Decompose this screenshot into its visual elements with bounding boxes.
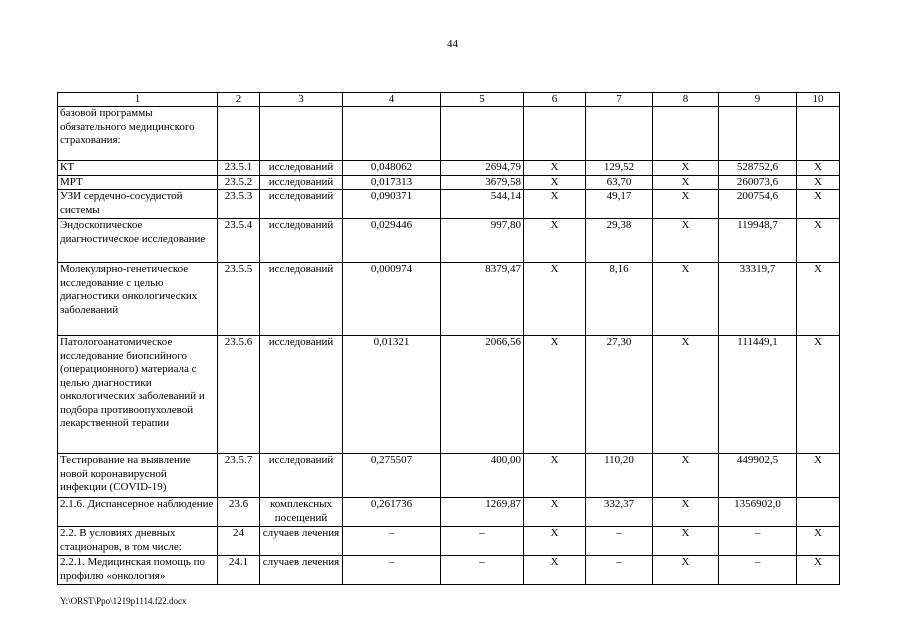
header-cell: 8	[653, 93, 719, 107]
header-cell: 1	[58, 93, 218, 107]
table-cell	[260, 107, 343, 161]
table-cell: исследований	[260, 190, 343, 219]
table-cell: –	[586, 527, 653, 556]
table-cell: 63,70	[586, 175, 653, 190]
header-cell: 3	[260, 93, 343, 107]
table-cell: 200754,6	[719, 190, 797, 219]
table-cell: 0,029446	[343, 219, 441, 263]
table-cell: Х	[653, 454, 719, 498]
table-cell: Х	[653, 498, 719, 527]
table-cell: случаев лечения	[260, 556, 343, 585]
table-row	[58, 527, 840, 556]
table-cell: 0,000974	[343, 263, 441, 336]
table-cell: исследований	[260, 175, 343, 190]
table-cell: Х	[797, 175, 840, 190]
table-cell: 119948,7	[719, 219, 797, 263]
table-cell: 3679,58	[441, 175, 524, 190]
table-cell: Х	[653, 336, 719, 454]
table-row	[58, 336, 840, 454]
table-cell	[441, 107, 524, 161]
table-cell: 0,017313	[343, 175, 441, 190]
table-cell	[797, 498, 840, 527]
table-cell	[586, 107, 653, 161]
table-cell: Х	[653, 190, 719, 219]
table-cell: –	[441, 556, 524, 585]
table-row	[58, 107, 840, 161]
table-cell: 23.5.2	[218, 175, 260, 190]
table-row	[58, 175, 840, 190]
table-cell: 27,30	[586, 336, 653, 454]
table-cell	[218, 107, 260, 161]
table-cell: 23.6	[218, 498, 260, 527]
table-cell: Х	[524, 161, 586, 176]
row-label-cell: 2.2.1. Медицинская помощь по профилю «онкология»	[58, 556, 218, 585]
table-cell: 24.1	[218, 556, 260, 585]
table-cell: Х	[524, 454, 586, 498]
row-label-cell: 2.2. В условиях дневных стационаров, в том числе:	[58, 527, 218, 556]
table-cell: 1269,87	[441, 498, 524, 527]
table-row	[58, 454, 840, 498]
table-cell: Х	[653, 263, 719, 336]
header-cell: 9	[719, 93, 797, 107]
row-label-cell: УЗИ сердечно-сосудистой системы	[58, 190, 218, 219]
table-cell: Х	[524, 219, 586, 263]
table-cell: 33319,7	[719, 263, 797, 336]
table-cell: 544,14	[441, 190, 524, 219]
table-cell: случаев лечения	[260, 527, 343, 556]
table-cell: 997,80	[441, 219, 524, 263]
file-path-footer: Y:\ORST\Ppo\1219p1114.f22.docx	[60, 596, 187, 606]
row-label-cell: Эндоскопическое диагностическое исследование	[58, 219, 218, 263]
table-cell: 8,16	[586, 263, 653, 336]
table-cell	[653, 107, 719, 161]
row-label-cell: КТ	[58, 161, 218, 176]
table-cell: 23.5.1	[218, 161, 260, 176]
table-cell: –	[343, 527, 441, 556]
table-cell: исследований	[260, 454, 343, 498]
table-cell: –	[586, 556, 653, 585]
row-label-cell: Тестирование на выявление новой коронавирусной инфекции (COVID-19)	[58, 454, 218, 498]
table-cell: Х	[653, 219, 719, 263]
table-cell: 110,20	[586, 454, 653, 498]
table-cell: 1356902,0	[719, 498, 797, 527]
table-cell: Х	[797, 527, 840, 556]
table-cell: 0,090371	[343, 190, 441, 219]
table-cell: Х	[653, 527, 719, 556]
table-cell	[719, 107, 797, 161]
table-cell: –	[719, 527, 797, 556]
table-cell: –	[441, 527, 524, 556]
table-cell: 260073,6	[719, 175, 797, 190]
table-header-row	[58, 93, 840, 107]
table-cell: Х	[524, 175, 586, 190]
table-row	[58, 161, 840, 176]
table-cell: 23.5.7	[218, 454, 260, 498]
table-cell: 2694,79	[441, 161, 524, 176]
table-cell: Х	[653, 161, 719, 176]
header-cell: 10	[797, 93, 840, 107]
table-row	[58, 498, 840, 527]
table-cell: 400,00	[441, 454, 524, 498]
table-cell: 0,01321	[343, 336, 441, 454]
table-cell: Х	[797, 556, 840, 585]
table-cell: 332,37	[586, 498, 653, 527]
table-cell: 49,17	[586, 190, 653, 219]
table-row	[58, 219, 840, 263]
table-cell: –	[343, 556, 441, 585]
table-cell: 23.5.6	[218, 336, 260, 454]
table-cell: Х	[797, 336, 840, 454]
table-cell: 23.5.4	[218, 219, 260, 263]
table-cell: 111449,1	[719, 336, 797, 454]
table-cell: Х	[524, 336, 586, 454]
header-cell: 4	[343, 93, 441, 107]
table-cell: Х	[524, 527, 586, 556]
table-row	[58, 556, 840, 585]
table-cell: 449902,5	[719, 454, 797, 498]
table-cell: Х	[797, 454, 840, 498]
row-label-cell: МРТ	[58, 175, 218, 190]
header-cell: 5	[441, 93, 524, 107]
table-cell: 2066,56	[441, 336, 524, 454]
table-cell: 0,275507	[343, 454, 441, 498]
row-label-cell: Молекулярно-генетическое исследование с целью диагностики онкологических заболеваний	[58, 263, 218, 336]
table-cell: исследований	[260, 161, 343, 176]
table-cell: Х	[797, 263, 840, 336]
table-cell: Х	[524, 498, 586, 527]
row-label-cell: 2.1.6. Диспансерное наблюдение	[58, 498, 218, 527]
table-cell: Х	[797, 190, 840, 219]
page-number: 44	[447, 38, 458, 50]
table-cell: 0,261736	[343, 498, 441, 527]
table-cell	[524, 107, 586, 161]
table-cell: Х	[797, 219, 840, 263]
row-label-cell: Патологоанатомическое исследование биопсийного (операционного) материала с целью диагностики онкологических заболеваний и подбора противоопухолевой лекарственной терапии	[58, 336, 218, 454]
table-cell: исследований	[260, 219, 343, 263]
table-cell: исследований	[260, 263, 343, 336]
table-cell: 24	[218, 527, 260, 556]
table-cell: 8379,47	[441, 263, 524, 336]
table-cell: 528752,6	[719, 161, 797, 176]
table-row	[58, 190, 840, 219]
data-table	[57, 92, 840, 585]
header-cell: 2	[218, 93, 260, 107]
table-cell: 0,048062	[343, 161, 441, 176]
table-row	[58, 263, 840, 336]
table-cell: 23.5.5	[218, 263, 260, 336]
table-cell	[797, 107, 840, 161]
table-cell: 129,52	[586, 161, 653, 176]
table-cell: Х	[524, 556, 586, 585]
table-cell: Х	[653, 556, 719, 585]
header-cell: 6	[524, 93, 586, 107]
table-cell: Х	[797, 161, 840, 176]
table-cell: Х	[524, 263, 586, 336]
table-cell	[343, 107, 441, 161]
table-cell: исследований	[260, 336, 343, 454]
table-cell: 29,38	[586, 219, 653, 263]
row-label-cell: базовой программы обязательного медицинского страхования:	[58, 107, 218, 161]
header-cell: 7	[586, 93, 653, 107]
table-cell: 23.5.3	[218, 190, 260, 219]
table-cell: Х	[524, 190, 586, 219]
table-cell: Х	[653, 175, 719, 190]
table-cell: комплексных посещений	[260, 498, 343, 527]
table-cell: –	[719, 556, 797, 585]
